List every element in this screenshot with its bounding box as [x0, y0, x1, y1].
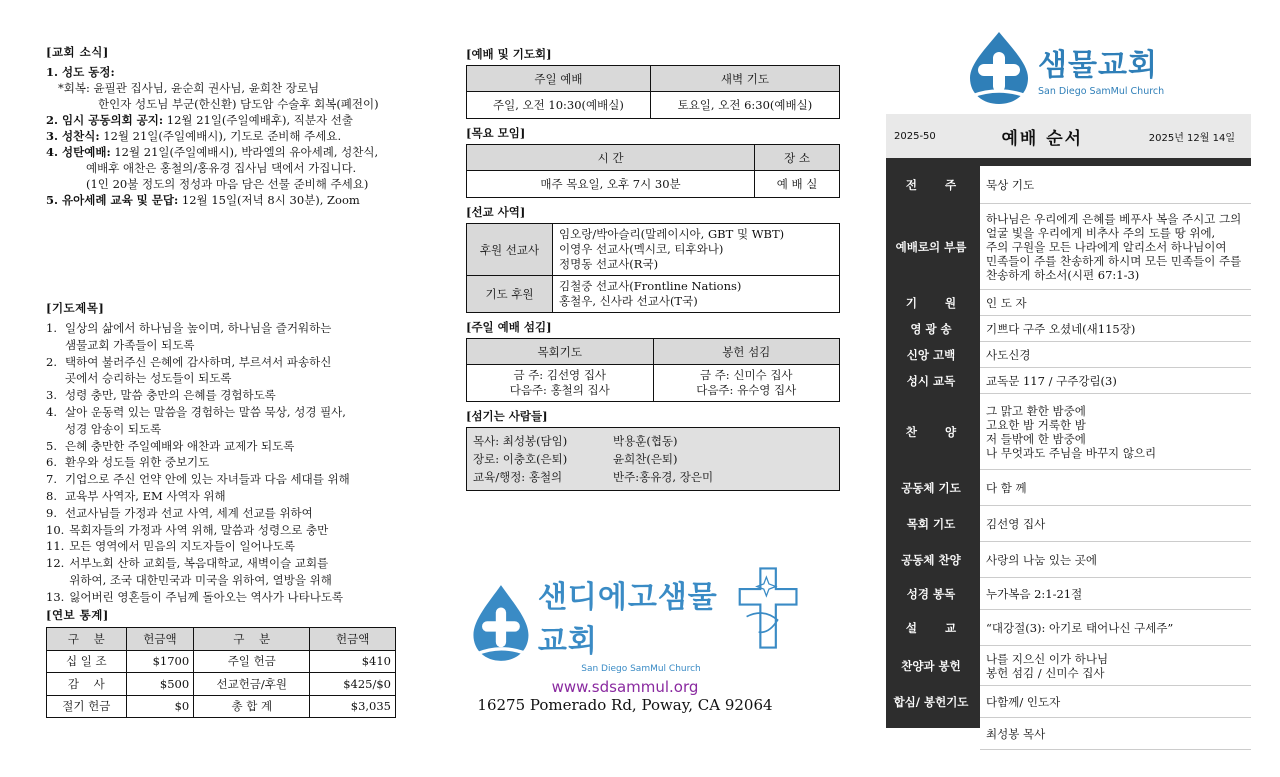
prayer-text	[69, 555, 332, 589]
order-content-text	[986, 481, 1027, 495]
service-title: [주일 예배 섬김]	[466, 320, 552, 334]
offering-amount: $3,035	[310, 695, 396, 718]
prayer-text	[65, 354, 331, 388]
prayer-number: 7.	[46, 472, 57, 487]
prayer-text	[65, 454, 209, 471]
brand-english: San Diego SamMul Church	[1038, 85, 1165, 97]
servants-cell: 장로: 이충호(은퇴)	[473, 452, 568, 466]
worship-header-sunday: 주일 예배	[467, 66, 651, 92]
worship-order-table	[886, 158, 1251, 741]
order-label: 찬양과 봉헌	[901, 659, 961, 673]
prayer-number: 8.	[46, 488, 57, 503]
mission-support-label: 후원 선교사	[467, 224, 553, 276]
prayer-item	[46, 404, 396, 438]
news-item-number: 2.	[46, 113, 59, 127]
prayer-text	[65, 438, 294, 455]
prayer-number: 12.	[46, 556, 65, 571]
prayer-number: 2.	[46, 354, 57, 369]
order-label: 공동체 찬양	[901, 553, 961, 567]
worship-table	[466, 65, 840, 119]
thursday-table	[466, 144, 840, 198]
order-line: 주의 구원을 모든 나라에게 알리소서 하나님이여	[986, 239, 1227, 254]
order-content	[980, 290, 1251, 316]
prayer-number: 9.	[46, 505, 57, 520]
order-line: 얼굴 빛을 우리에게 비추사 주의 도를 땅 위에,	[986, 225, 1216, 240]
news-item-number: 4.	[46, 145, 59, 159]
offering-category: 십 일 조	[47, 650, 127, 673]
order-row	[886, 686, 1251, 718]
order-line: 저 들밖에 한 밤중에	[986, 431, 1086, 446]
order-line: 기쁘다 구주 오셨네(새115장)	[986, 321, 1136, 336]
prayer-number: 4.	[46, 404, 57, 419]
prayer-number: 3.	[46, 388, 57, 403]
thursday-header-time: 시 간	[467, 145, 755, 171]
order-content	[980, 646, 1251, 686]
footer-text-block	[538, 572, 744, 674]
order-label: 예배로의 부름	[895, 240, 967, 254]
news-item-number: 3.	[46, 129, 59, 143]
footer-logo	[470, 572, 800, 674]
order-content-text	[986, 695, 1060, 709]
order-content	[980, 686, 1251, 718]
thursday-header-place: 장 소	[755, 145, 840, 171]
footer-cross-icon	[738, 558, 800, 658]
order-row	[886, 470, 1251, 506]
footer-church-english: San Diego SamMul Church	[581, 664, 701, 674]
order-content-text	[986, 178, 1034, 192]
service-offering-line: 금 주: 신미수 집사	[699, 368, 793, 382]
order-label: 합심/ 봉헌기도	[893, 695, 969, 709]
prayer-line: 샘물교회 가족들이 되도록	[65, 337, 195, 352]
order-label: 공동체 기도	[901, 481, 961, 495]
order-line: 김선영 집사	[986, 516, 1046, 531]
order-row	[886, 578, 1251, 610]
order-content-text	[986, 587, 1082, 601]
order-line: 최성봉 목사	[986, 726, 1046, 741]
servants-cell: 교육/행정: 홍철의	[473, 470, 563, 484]
news-item	[46, 112, 396, 128]
news-item-text: 12월 21일(주일예배후), 직분자 선출	[163, 113, 353, 127]
order-line: 사도신경	[986, 347, 1031, 362]
order-line: 교독문 117 / 구주강림(3)	[986, 373, 1117, 388]
order-row	[886, 204, 1251, 290]
bulletin-date: 2025년 12월 14일	[1148, 132, 1235, 144]
church-logo-icon	[966, 30, 1032, 106]
order-line: 하나님은 우리에게 은혜를 베푸사 복을 주시고 그의	[986, 211, 1242, 226]
servants-box	[466, 427, 840, 491]
offering-category: 선교헌금/후원	[194, 673, 310, 696]
order-line: “대강절(3): 아기로 태어나신 구세주”	[986, 620, 1174, 635]
service-prayer-cell	[467, 365, 654, 402]
order-label: 목회 기도	[906, 517, 956, 531]
order-content	[980, 394, 1251, 470]
order-line: 사랑의 나눔 있는 곳에	[986, 552, 1097, 567]
order-row	[886, 290, 1251, 316]
order-content	[980, 204, 1251, 290]
thursday-time: 매주 목요일, 오후 7시 30분	[467, 171, 755, 198]
footer-brand	[470, 572, 800, 714]
order-label: 신앙 고백	[906, 348, 956, 362]
prayer-line: 살아 운동력 있는 말씀을 경험하는 말씀 묵상, 성경 필사,	[65, 404, 346, 419]
order-content-text	[986, 348, 1030, 362]
order-row	[886, 368, 1251, 394]
news-list	[46, 64, 396, 208]
service-header-offering: 봉헌 섬김	[653, 339, 840, 365]
servants-cell: 반주:홍유경, 장은미	[613, 470, 714, 484]
header-brand	[966, 30, 1251, 106]
order-content	[980, 542, 1251, 578]
order-row	[886, 542, 1251, 578]
worship-dawn-time: 토요일, 오전 6:30(예배실)	[650, 92, 839, 119]
service-header-prayer: 목회기도	[467, 339, 654, 365]
order-content	[980, 166, 1251, 204]
mission-support-line: 정명동 선교사(R국)	[559, 257, 659, 271]
order-line: 누가복음 2:1-21절	[986, 586, 1083, 601]
worship-header-dawn: 새벽 기도	[650, 66, 839, 92]
order-content	[980, 578, 1251, 610]
prayer-item	[46, 320, 396, 354]
prayer-number: 5.	[46, 438, 57, 453]
mission-prayer-list	[553, 276, 840, 313]
prayer-number: 13.	[46, 589, 65, 604]
order-line: 나 무엇과도 주님을 바꾸지 않으리	[986, 445, 1157, 460]
order-content-text	[986, 322, 1135, 336]
order-line: 그 맑고 환한 밤중에	[986, 403, 1086, 418]
service-prayer-line: 다음주: 홍철의 집사	[509, 383, 610, 397]
order-content	[980, 342, 1251, 368]
order-content	[980, 316, 1251, 342]
news-title: [교회 소식]	[46, 45, 109, 59]
order-header	[886, 114, 1251, 158]
order-line: 봉헌 섬김 / 신미수 집사	[986, 665, 1105, 680]
order-row	[886, 166, 1251, 204]
prayer-line: 교육부 사역자, EM 사역자 위해	[65, 488, 226, 503]
news-item	[46, 192, 396, 208]
news-item-label: 유아세례 교육 및 문답:	[62, 193, 179, 207]
order-line: 나를 지으신 이가 하나님	[986, 651, 1109, 666]
order-line: 찬송하게 하소서(시편 67:1-3)	[986, 267, 1140, 282]
order-label: 전 주	[905, 178, 957, 192]
brand-text-block	[1038, 40, 1164, 97]
offering-amount: $1700	[126, 650, 194, 673]
prayer-text	[69, 522, 328, 539]
order-content	[980, 506, 1251, 542]
prayer-number: 6.	[46, 455, 57, 470]
servants-row	[473, 468, 833, 486]
order-content-text	[986, 212, 1241, 282]
order-line: 묵상 기도	[986, 177, 1035, 192]
order-content-text	[986, 652, 1108, 680]
order-line: 고요한 밤 거룩한 밤	[986, 417, 1086, 432]
order-label: 기 원	[905, 296, 957, 310]
prayer-text	[69, 538, 295, 555]
offering-title: [연보 통계]	[46, 607, 109, 622]
order-content-text	[986, 621, 1173, 635]
offering-amount: $410	[310, 650, 396, 673]
prayer-line: 위하여, 조국 대한민국과 미국을 위하여, 열방을 위해	[69, 572, 332, 587]
prayer-number: 10.	[46, 522, 65, 537]
offering-header: 헌금액	[126, 627, 194, 650]
servants-cell: 목사: 최성봉(담임)	[473, 434, 568, 448]
prayer-item	[46, 522, 396, 539]
left-column	[46, 44, 396, 718]
service-prayer-line: 금 주: 김선영 집사	[513, 368, 607, 382]
prayer-line: 성경 암송이 되도록	[65, 421, 162, 436]
order-line: 민족들이 주를 찬송하게 하시며 모든 민족들이 주를	[986, 253, 1242, 268]
order-row	[886, 646, 1251, 686]
offering-row	[47, 673, 396, 696]
service-offering-cell	[653, 365, 840, 402]
prayer-item	[46, 471, 396, 488]
news-subitem: *회복: 윤필관 집사님, 윤순희 권사님, 윤희찬 장로님	[58, 81, 320, 95]
mission-support-line: 이영우 선교사(멕시코, 티후와나)	[559, 242, 724, 256]
order-line: 다 함 께	[986, 480, 1027, 495]
order-row	[886, 342, 1251, 368]
prayer-line: 택하여 불러주신 은혜에 감사하며, 부르셔서 파송하신	[65, 354, 332, 369]
offering-amount: $0	[126, 695, 194, 718]
prayer-number: 11.	[46, 539, 65, 554]
prayer-text	[65, 404, 346, 438]
prayer-item	[46, 555, 396, 589]
servants-row	[473, 450, 833, 468]
prayer-item	[46, 538, 396, 555]
offering-header: 헌금액	[310, 627, 396, 650]
order-content-text	[986, 296, 1027, 310]
news-item	[46, 128, 396, 144]
order-label: 성경 봉독	[906, 587, 956, 601]
news-item-number: 1.	[46, 65, 59, 79]
prayer-line: 기업으로 주신 언약 안에 있는 자녀들과 다음 세대를 위해	[65, 472, 350, 487]
prayer-item	[46, 387, 396, 404]
servants-cell: 윤희찬(은퇴)	[613, 452, 678, 466]
prayer-number: 1.	[46, 321, 57, 335]
offering-header: 구 분	[194, 627, 310, 650]
service-offering-line: 다음주: 유수영 집사	[696, 383, 797, 397]
footer-church-name: 샌디에고샘물교회	[537, 580, 718, 659]
prayer-title: [기도제목]	[46, 301, 105, 315]
order-content	[980, 368, 1251, 394]
order-content-text	[986, 404, 1156, 460]
prayer-item	[46, 505, 396, 522]
offering-category: 주일 헌금	[194, 650, 310, 673]
news-item	[46, 144, 396, 160]
mission-prayer-line: 홍철우, 신사라 선교사(T국)	[559, 294, 698, 308]
news-continuation: (1인 20불 정도의 정성과 마음 담은 선물 준비해 주세요)	[86, 177, 369, 191]
prayer-line: 은혜 충만한 주일예배와 애찬과 교제가 되도록	[65, 438, 295, 453]
prayer-text	[65, 320, 331, 354]
prayer-list	[46, 320, 396, 606]
order-row	[886, 718, 1251, 750]
news-item-label: 성찬식:	[62, 129, 100, 143]
order-content-text	[986, 553, 1097, 567]
mission-prayer-line: 김철중 선교사(Frontline Nations)	[559, 279, 742, 293]
footer-address: 16275 Pomerado Rd, Poway, CA 92064	[477, 696, 773, 714]
prayer-line: 잃어버린 영혼들이 주님께 돌아오는 역사가 나타나도록	[69, 589, 344, 604]
footer-url-link[interactable]: www.sdsammul.org	[551, 678, 699, 696]
prayer-item	[46, 354, 396, 388]
offering-category: 절기 헌금	[47, 695, 127, 718]
worship-sunday-time: 주일, 오전 10:30(예배실)	[467, 92, 651, 119]
prayer-line: 목회자들의 가정과 사역 위해, 말씀과 성령으로 충만	[69, 522, 329, 537]
news-continuation: 예배후 애찬은 홍철의/홍유경 집사님 댁에서 가집니다.	[86, 161, 357, 175]
order-label: 축 도	[905, 727, 957, 741]
prayer-line: 서부노회 산하 교회들, 복음대학교, 새벽이슬 교회를	[69, 556, 329, 571]
news-item-text: 12월 15일(저녁 8시 30분), Zoom	[178, 193, 360, 207]
servants-cell: 박용훈(협동)	[613, 434, 678, 448]
servants-row	[473, 432, 833, 450]
order-content-text	[986, 727, 1045, 741]
order-row	[886, 316, 1251, 342]
order-content	[980, 718, 1251, 750]
mission-prayer-label: 기도 후원	[467, 276, 553, 313]
order-content-text	[986, 517, 1045, 531]
prayer-item	[46, 589, 396, 606]
service-table	[466, 338, 840, 402]
prayer-item	[46, 488, 396, 505]
order-content-text	[986, 374, 1117, 388]
news-item-label: 임시 공동의회 공지:	[62, 113, 164, 127]
order-content	[980, 610, 1251, 646]
news-item	[46, 64, 396, 80]
news-item-text: 12월 21일(주일예배시), 박라엘의 유아세례, 성찬식,	[110, 145, 379, 159]
middle-column	[466, 44, 840, 491]
order-row	[886, 506, 1251, 542]
prayer-text	[65, 488, 226, 505]
prayer-text	[65, 471, 350, 488]
prayer-line: 곳에서 승리하는 성도들이 되도록	[65, 371, 232, 386]
news-item-label: 성도 동정:	[62, 65, 115, 79]
offering-amount: $500	[126, 673, 194, 696]
order-row	[886, 610, 1251, 646]
news-item-label: 성탄예배:	[62, 145, 111, 159]
order-line: 다함께/ 인도자	[986, 694, 1061, 709]
news-item-number: 5.	[46, 193, 59, 207]
prayer-item	[46, 454, 396, 471]
order-title: 예배 순서	[1001, 128, 1084, 149]
prayer-line: 성령 충만, 말씀 충만의 은혜를 경험하도록	[65, 388, 276, 403]
order-content	[980, 470, 1251, 506]
right-column	[886, 30, 1251, 741]
mission-table	[466, 223, 840, 313]
prayer-item	[46, 438, 396, 455]
offering-row	[47, 695, 396, 718]
order-label: 찬 양	[905, 425, 957, 439]
mission-title: [선교 사역]	[466, 205, 526, 219]
order-label: 설 교	[905, 621, 957, 635]
offering-category: 총 합 계	[194, 695, 310, 718]
prayer-line: 일상의 삶에서 하나님을 높이며, 하나님을 즐거워하는	[65, 321, 332, 335]
offering-amount: $425/$0	[310, 673, 396, 696]
servants-title: [섬기는 사람들]	[466, 409, 548, 423]
order-label: 영 광 송	[910, 322, 952, 336]
prayer-text	[69, 589, 343, 606]
offering-header: 구 분	[47, 627, 127, 650]
order-label: 성시 교독	[906, 374, 956, 388]
footer-water-drop-icon	[470, 575, 532, 671]
thursday-title: [목요 모임]	[466, 126, 526, 140]
offering-table	[46, 627, 396, 719]
news-item-text: 12월 21일(주일예배시), 기도로 준비해 주세요.	[99, 129, 342, 143]
thursday-place: 예 배 실	[755, 171, 840, 198]
mission-support-list	[553, 224, 840, 276]
prayer-line: 모든 영역에서 믿음의 지도자들이 일어나도록	[69, 539, 295, 554]
order-line: 인 도 자	[986, 295, 1027, 310]
brand-name: 샘물교회	[1038, 47, 1158, 83]
prayer-line: 환우와 성도들 위한 중보기도	[65, 455, 210, 470]
prayer-text	[65, 387, 276, 404]
order-row	[886, 394, 1251, 470]
news-continuation: 한인자 성도님 부군(한신환) 담도암 수술후 회복(폐전이)	[98, 97, 379, 111]
mission-support-line: 임오랑/박아슬리(말레이시아, GBT 및 WBT)	[559, 227, 785, 241]
offering-row	[47, 650, 396, 673]
prayer-line: 선교사님들 가정과 선교 사역, 세계 선교를 위하여	[65, 505, 313, 520]
prayer-text	[65, 505, 313, 522]
offering-category: 감 사	[47, 673, 127, 696]
worship-title: [예배 및 기도회]	[466, 47, 552, 61]
bulletin-number: 2025-50	[894, 130, 936, 142]
